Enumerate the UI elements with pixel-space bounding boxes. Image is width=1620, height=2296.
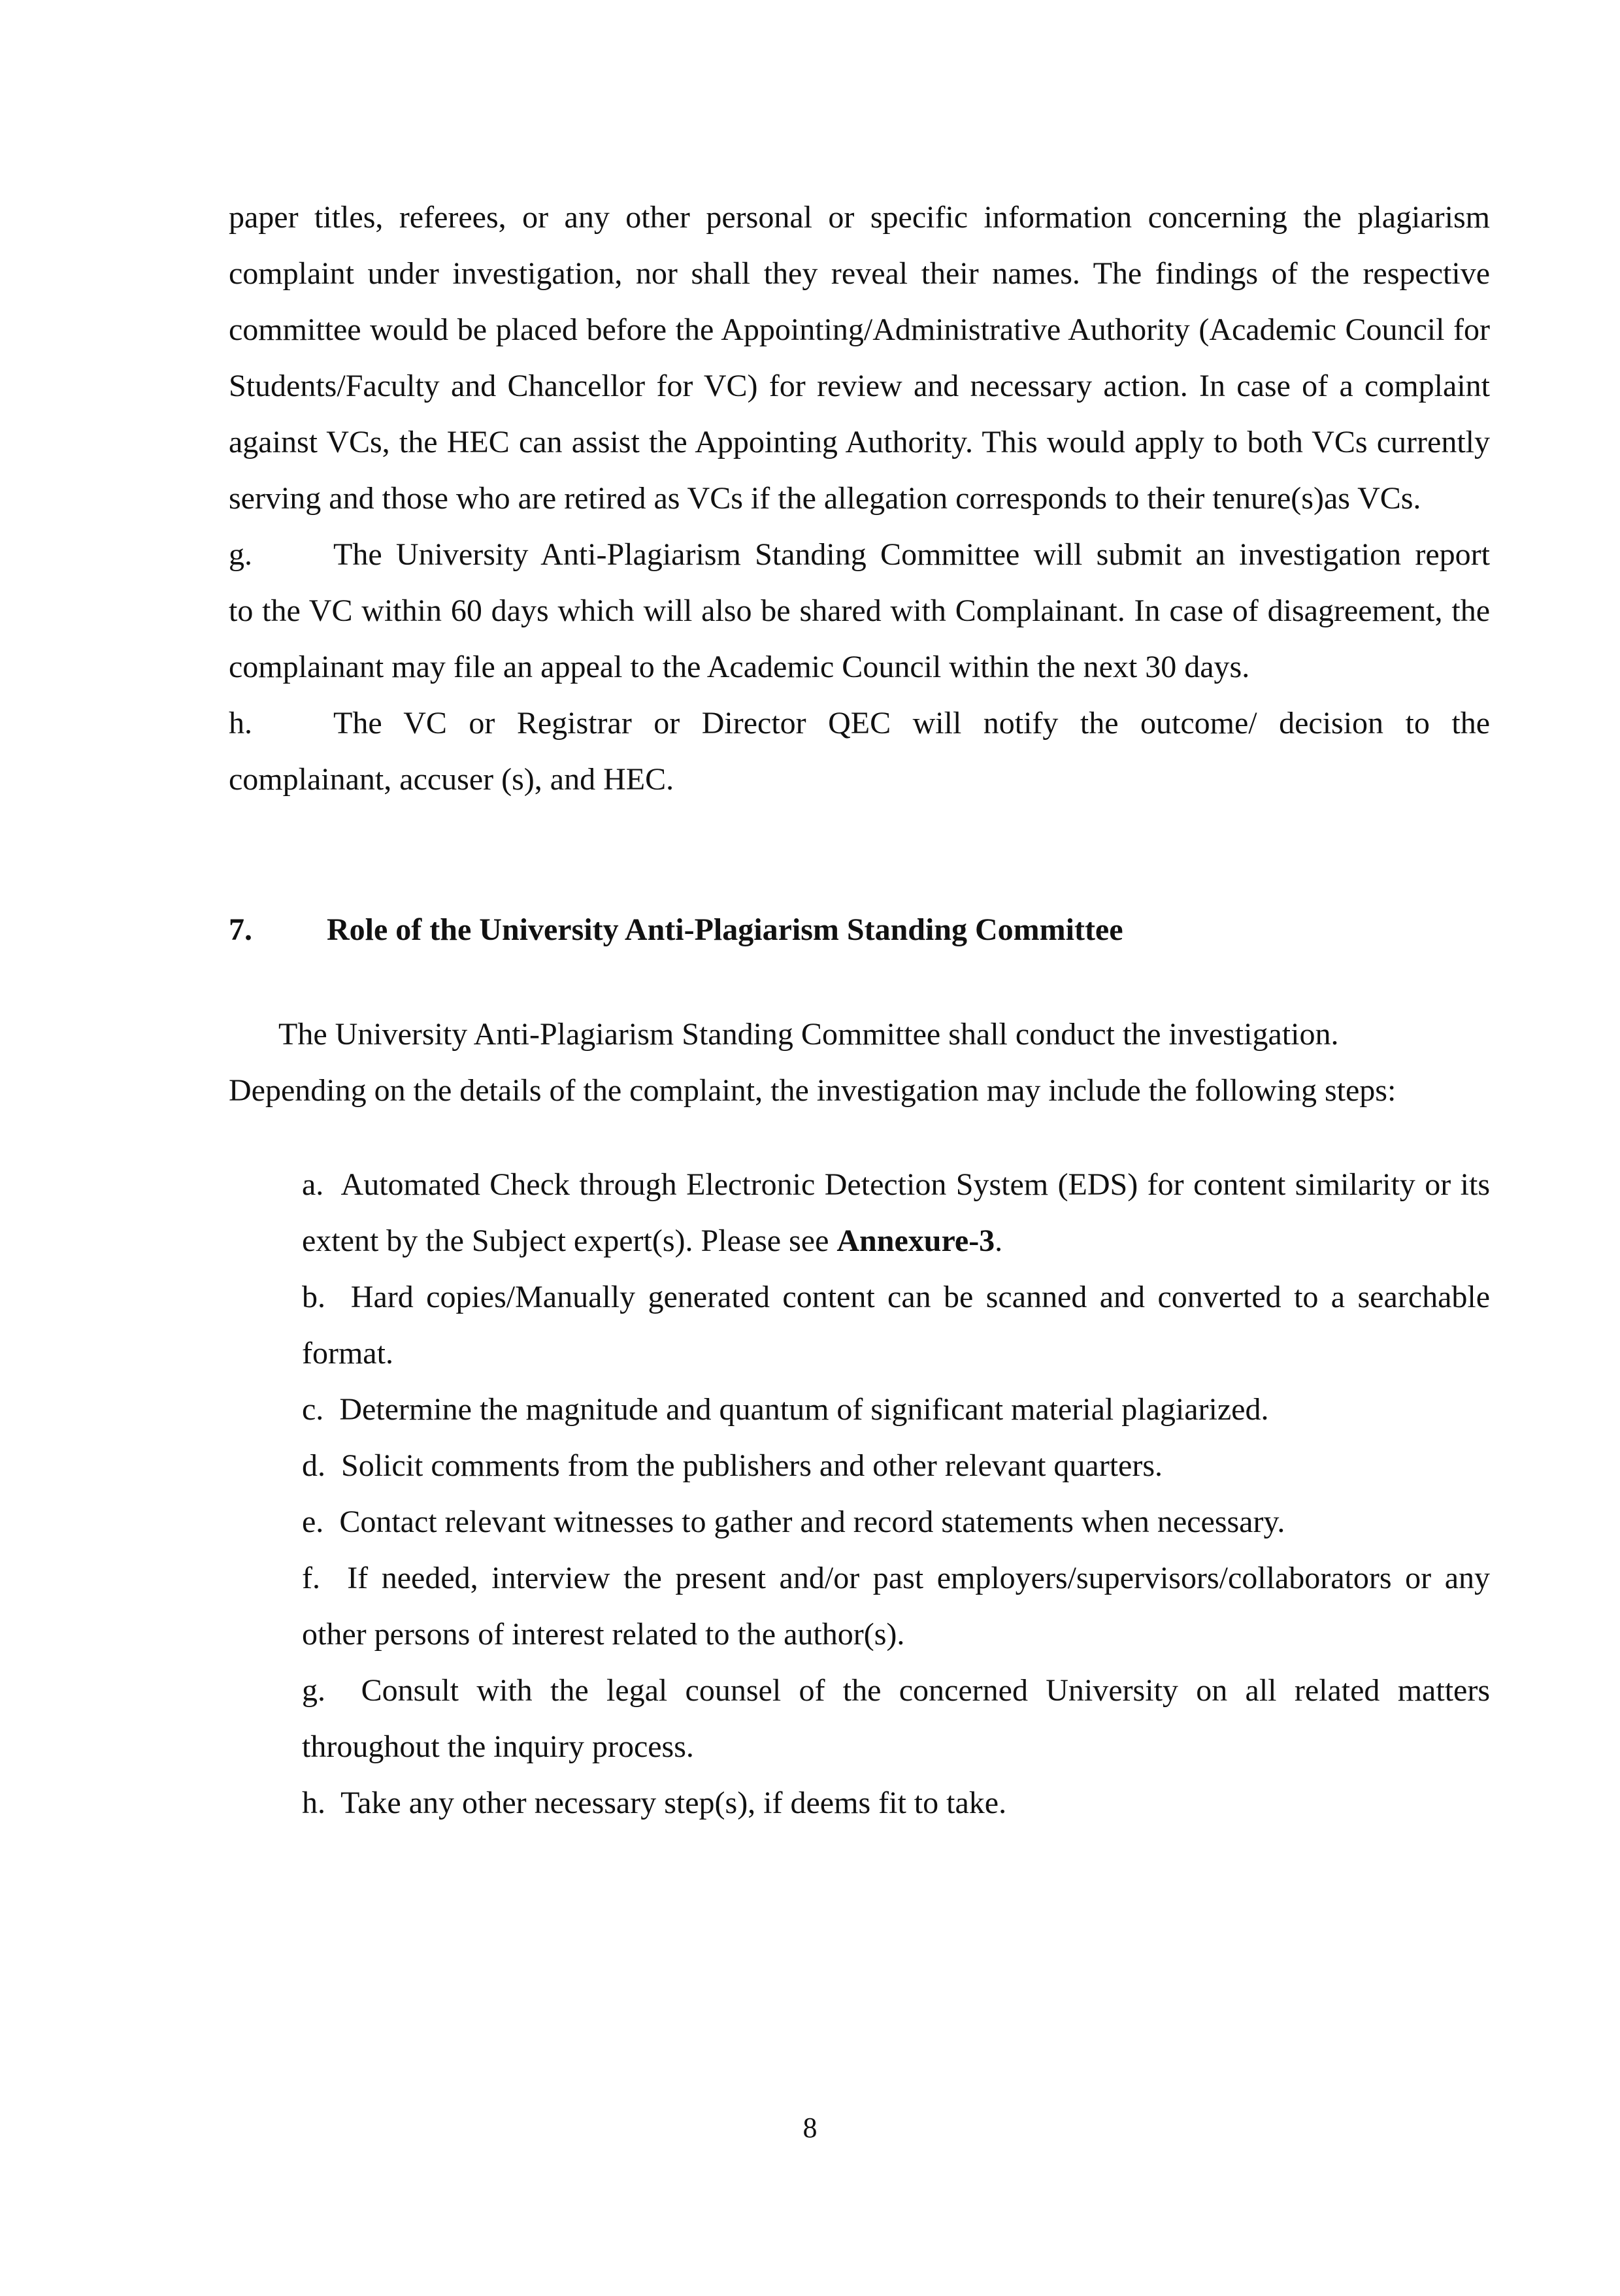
step-item [302, 1438, 1490, 1494]
step-item [302, 1663, 1490, 1775]
step-item [302, 1269, 1490, 1382]
step-text: Determine the magnitude and quantum of significant material plagiarized. [339, 1392, 1269, 1427]
step-text-end: . [995, 1223, 1003, 1258]
page-number: 8 [802, 2112, 818, 2144]
annexure-reference: Annexure-3 [836, 1223, 995, 1258]
intro-line-1: The University Anti-Plagiarism Standing Committee shall conduct the investigation. [278, 1017, 1339, 1052]
item-h-continuation: complainant, accuser (s), and HEC. [229, 762, 674, 797]
investigation-steps-list [302, 1157, 1490, 1831]
step-label: c. [302, 1392, 324, 1427]
section-title: Role of the University Anti-Plagiarism Standing Committee [327, 912, 1123, 947]
item-g-first-line: The University Anti-Plagiarism Standing Committee will submit an investigation report [333, 537, 1490, 572]
item-g-continuation: to the VC within 60 days which will also be shared with Complainant. In case of disagreement, the complainant may file an appeal to the Academic Council within the next 30 days. [229, 593, 1490, 684]
step-item [302, 1775, 1490, 1831]
step-item [302, 1494, 1490, 1550]
step-text: Consult with the legal counsel of the concerned University on all related matters throughout the inquiry process. [302, 1673, 1491, 1764]
step-label: a. [302, 1167, 324, 1202]
opening-paragraph: paper titles, referees, or any other personal or specific information concerning the plagiarism complaint under investigation, nor shall they reveal their names. The findings of the respective committee would be placed before the Appointing/Administrative Authority (Academic Council for Students/Faculty and Chancellor for VC) for review and necessary action. In case of a complaint against VCs, the HEC can assist the Appointing Authority. This would apply to both VCs currently serving and those who are retired as VCs if the allegation corresponds to their tenure(s)as VCs. [229, 200, 1490, 516]
section-number: 7. [229, 912, 252, 947]
step-label: d. [302, 1448, 325, 1483]
step-text: Hard copies/Manually generated content can be scanned and converted to a searchable format. [302, 1280, 1491, 1371]
opening-section [229, 190, 1490, 808]
step-item [302, 1550, 1490, 1663]
intro-line-2: Depending on the details of the complaint, the investigation may include the following steps: [229, 1073, 1397, 1108]
step-text: Solicit comments from the publishers and other relevant quarters. [341, 1448, 1163, 1483]
step-text: Automated Check through Electronic Detection System (EDS) for content similarity or its extent by the Subject expert(s). Please see [302, 1167, 1490, 1258]
section-heading [229, 902, 1123, 958]
step-label: g. [302, 1673, 325, 1708]
step-label: b. [302, 1280, 325, 1314]
step-item [302, 1157, 1490, 1269]
item-marker-h: h. [229, 706, 252, 740]
step-label: f. [302, 1561, 320, 1595]
step-text: Take any other necessary step(s), if deems fit to take. [340, 1786, 1007, 1820]
list-item-h [229, 695, 1490, 752]
step-text: If needed, interview the present and/or past employers/supervisors/collaborators or any other persons of interest related to the author(s). [302, 1561, 1491, 1652]
step-item [302, 1382, 1490, 1438]
section-intro [229, 1007, 1490, 1119]
item-marker-g: g. [229, 537, 252, 572]
step-label: h. [302, 1786, 325, 1820]
step-label: e. [302, 1505, 324, 1539]
step-text: Contact relevant witnesses to gather and record statements when necessary. [339, 1505, 1285, 1539]
item-h-first-line: The VC or Registrar or Director QEC will notify the outcome/ decision to the [333, 706, 1490, 740]
list-item-g [229, 527, 1490, 583]
